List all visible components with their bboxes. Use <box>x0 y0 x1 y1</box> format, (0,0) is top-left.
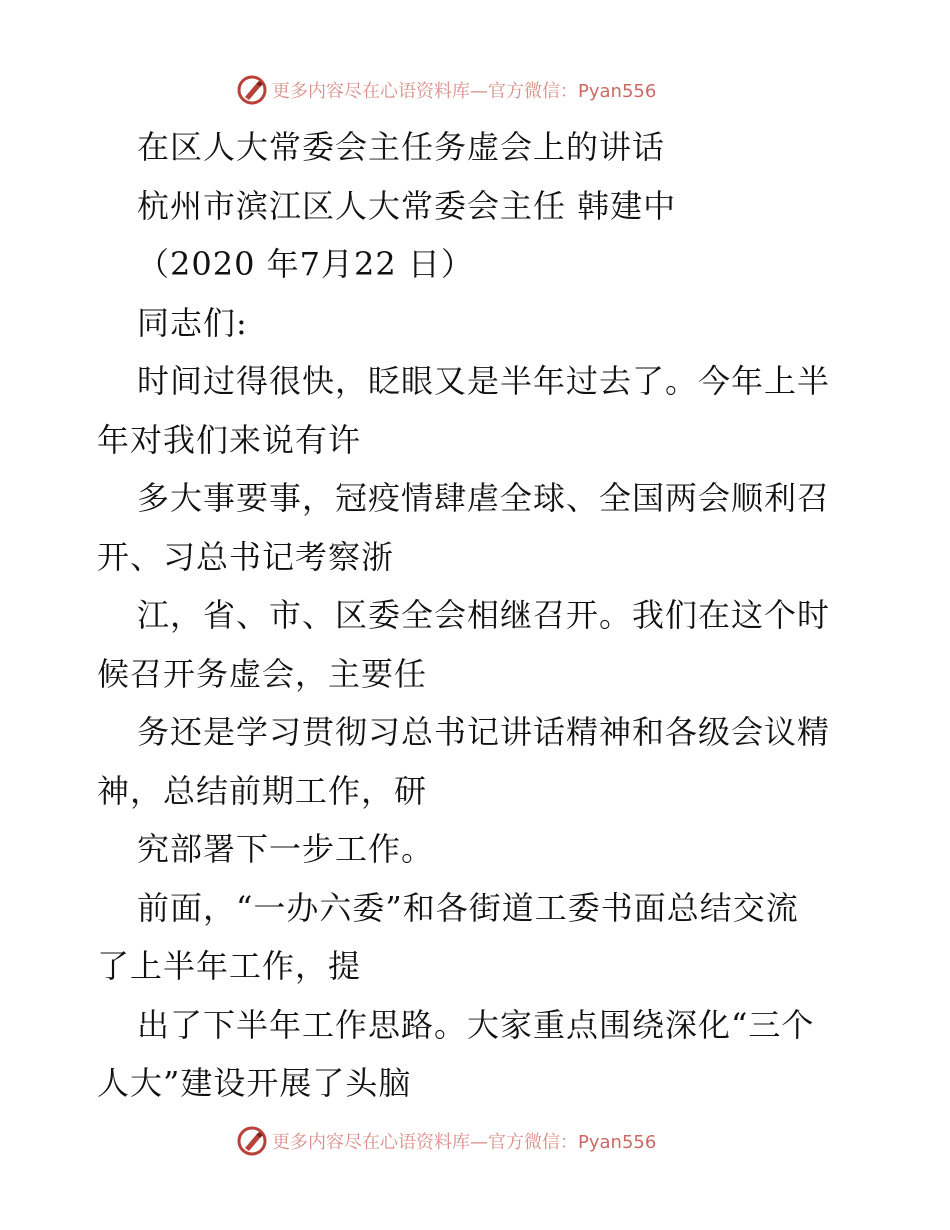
document-line: 同志们: <box>137 303 248 342</box>
document-line: 究部署下一步工作。 <box>137 830 435 868</box>
document-line: 时间过得很快，眨眼又是半年过去了。今年上半 <box>137 362 831 400</box>
document-line: 多大事要事，冠疫情肆虐全球、全国两会顺利召 <box>137 479 831 517</box>
watermark-header <box>236 73 656 107</box>
document-line: 江，省、市、区委全会相继召开。我们在这个时 <box>137 596 831 634</box>
document-line: 杭州市滨江区人大常委会主任 韩建中 <box>137 186 677 225</box>
document-body <box>97 118 857 1113</box>
watermark-footer <box>236 1124 656 1158</box>
document-line: 出了下半年工作思路。大家重点围绕深化“三个 <box>137 1005 815 1044</box>
document-line: 年对我们来说有许 <box>97 420 362 459</box>
pen-logo-icon <box>236 74 268 106</box>
document-line: 前面，“一办六委”和各街道工委书面总结交流 <box>137 888 799 927</box>
watermark-text: 更多内容尽在心语资料库—官方微信：Pyan556 <box>272 81 657 102</box>
document-line: 了上半年工作，提 <box>97 947 362 985</box>
document-line: 在区人大常委会主任务虚会上的讲话 <box>137 128 666 166</box>
document-line: 神，总结前期工作，研 <box>97 771 428 810</box>
document-line: 开、习总书记考察浙 <box>97 537 395 576</box>
document-line: 人大”建设开展了头脑 <box>97 1064 412 1102</box>
document-line: 候召开务虚会，主要任 <box>97 654 428 693</box>
pen-logo-icon <box>236 1125 268 1157</box>
document-line: 务还是学习贯彻习总书记讲话精神和各级会议精 <box>137 713 831 751</box>
watermark-text: 更多内容尽在心语资料库—官方微信：Pyan556 <box>272 1132 657 1153</box>
document-line: （2020 年7月22 日） <box>137 245 474 283</box>
